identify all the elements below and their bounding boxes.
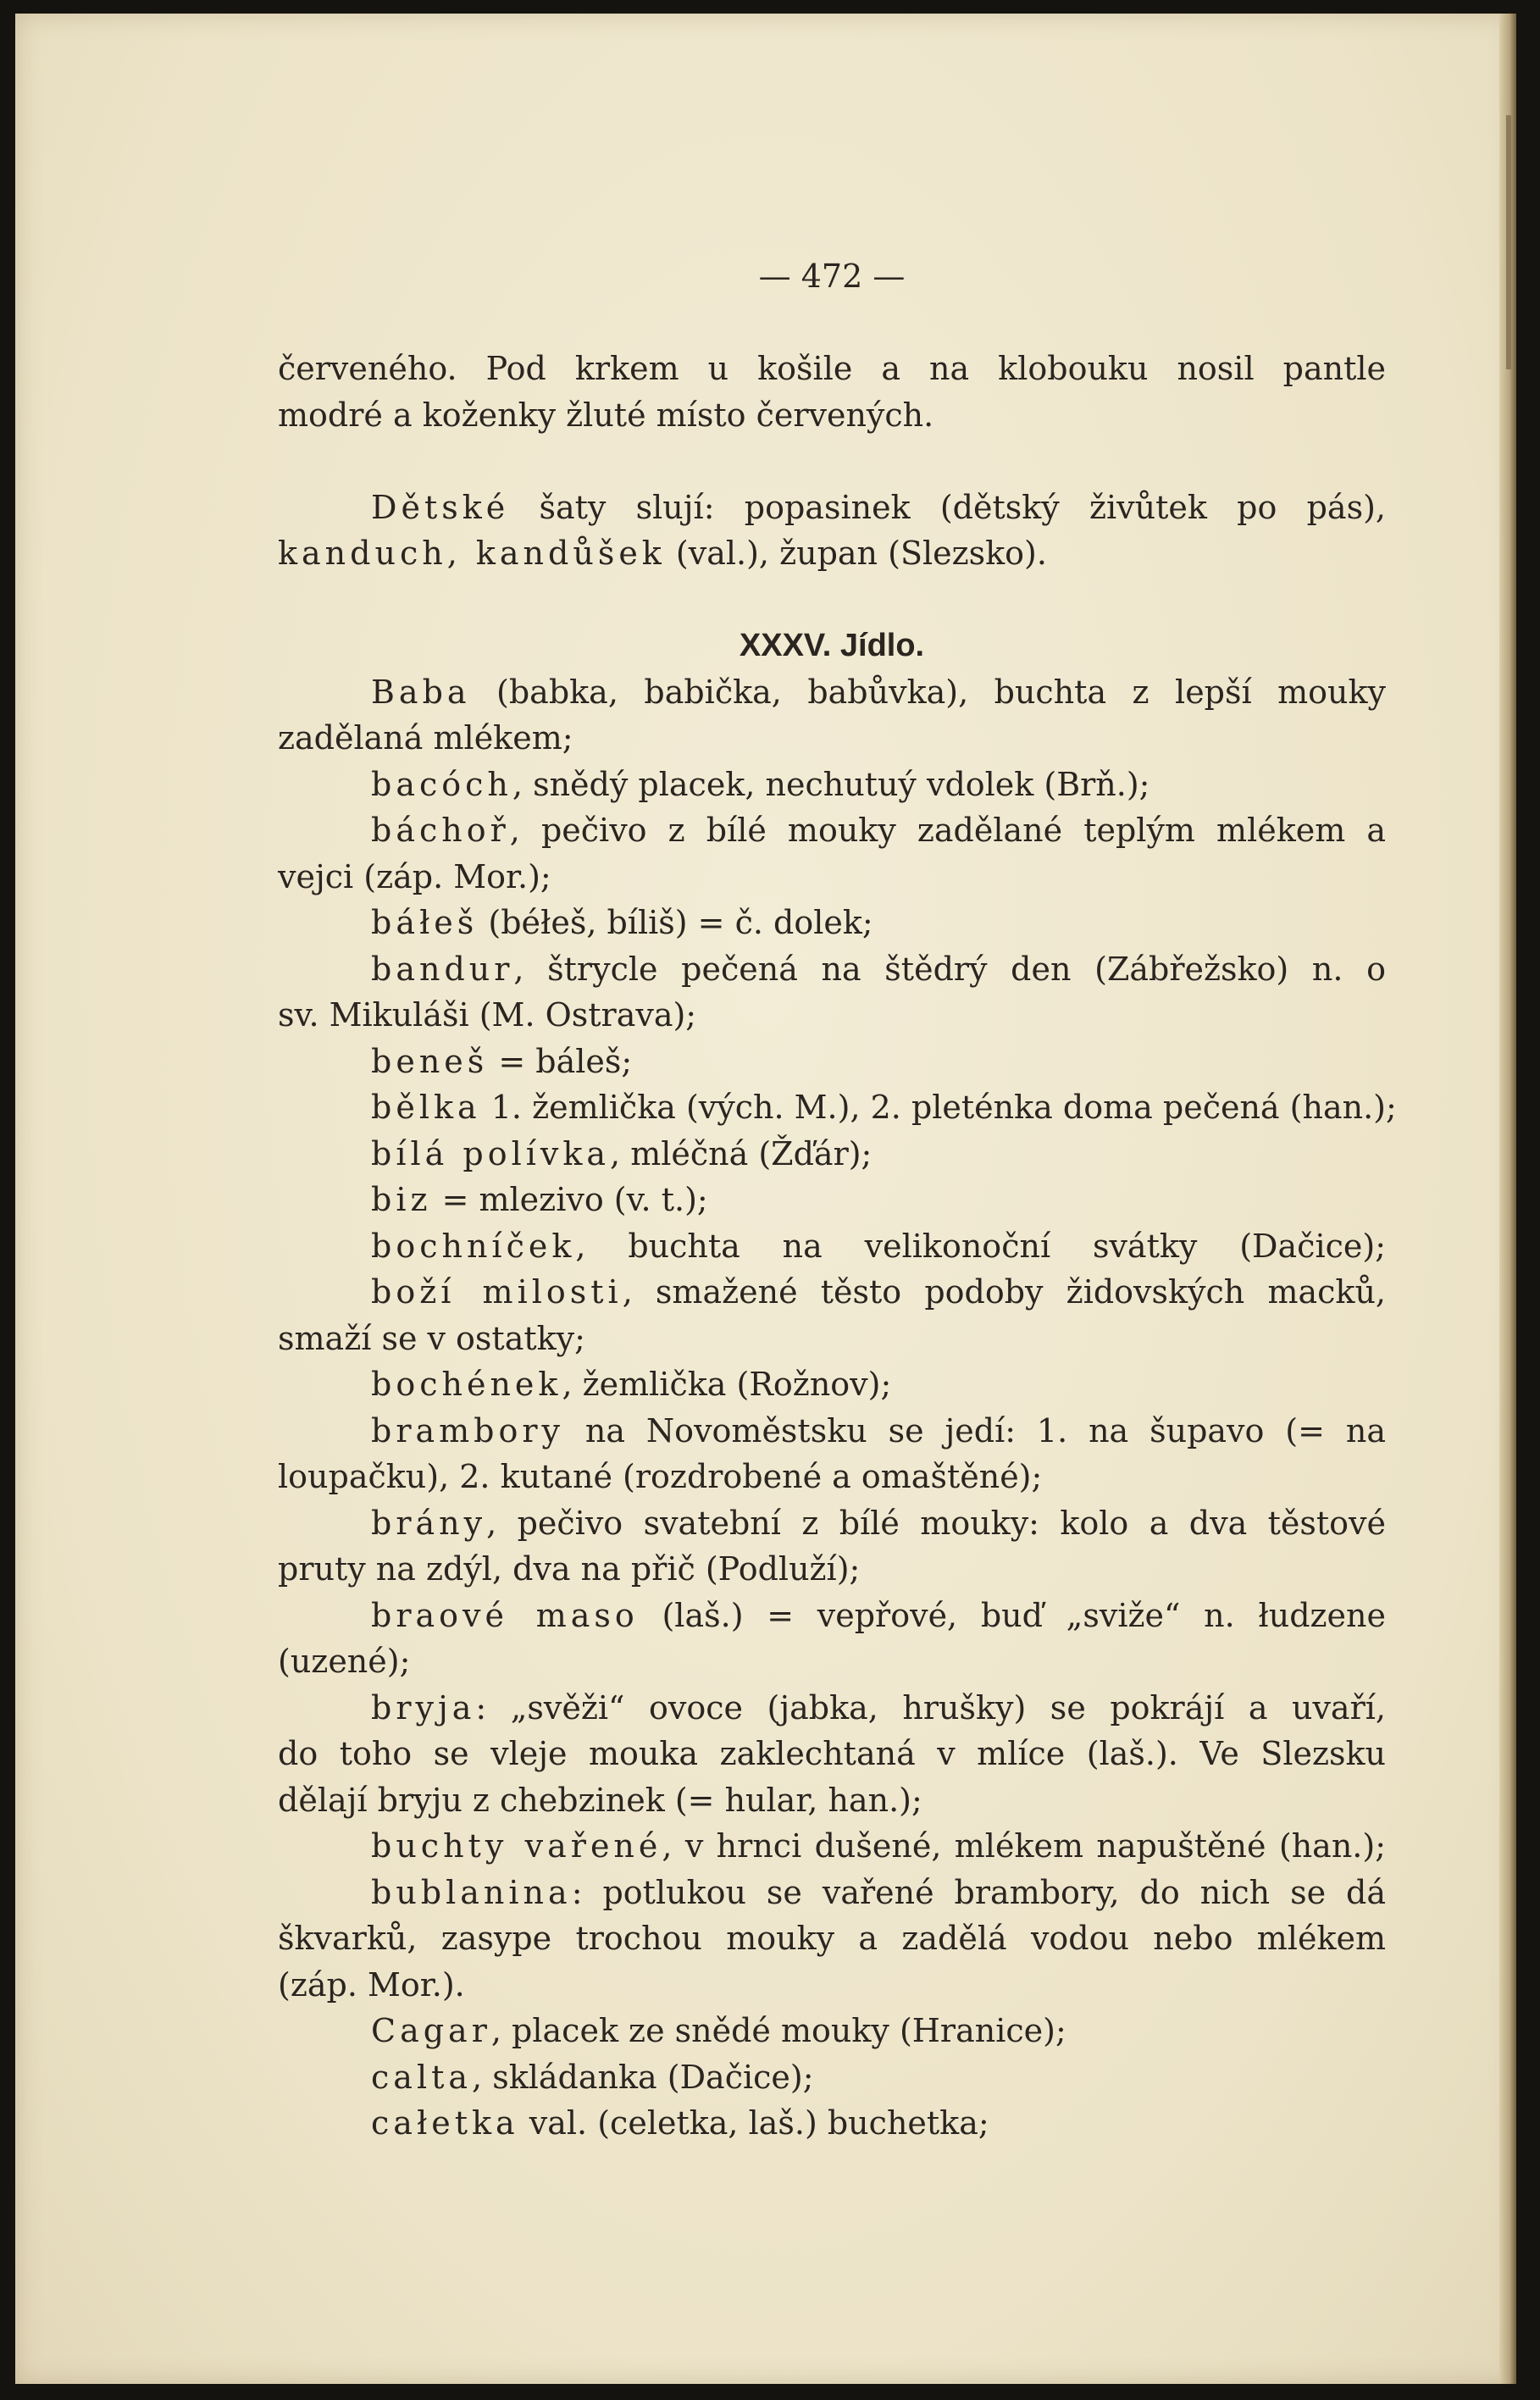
line-text: (uzené); [278, 1643, 411, 1680]
line-text: sv. Mikuláši (M. Ostrava); [278, 996, 697, 1034]
headword: bublanina [371, 1873, 572, 1911]
line-text: škvarků, zasype trochou mouky a zadělá vodou nebo mlékem [278, 1920, 1386, 1957]
headword: bochének [371, 1366, 562, 1403]
headword: bílá polívka [371, 1134, 611, 1172]
text-line [278, 1685, 1386, 1732]
headword: calta [371, 2058, 473, 2096]
text-line [278, 530, 1386, 577]
line-text: (babka, babička, babůvka), buchta z lepší mouky [470, 673, 1386, 711]
text-line [278, 1731, 1386, 1777]
line-text: , buchta na velikonoční svátky (Dačice); [575, 1227, 1386, 1265]
line-text: , žemlička (Rožnov); [562, 1366, 892, 1403]
text-line [278, 2054, 1386, 2101]
line-text: : potlukou se vařené brambory, do nich se dá [571, 1873, 1386, 1911]
line-text: , štrycle pečená na štědrý den (Zábřežsko) n. o [513, 950, 1386, 988]
headword: Baba [371, 673, 471, 711]
line-text: = báleš; [488, 1042, 633, 1080]
headword: Cagar [371, 2012, 491, 2049]
headword: báłeš [371, 904, 479, 941]
text-line [278, 1870, 1386, 1916]
headword: brány [371, 1504, 487, 1542]
headword: kanduch, kandůšek [278, 535, 666, 572]
spacer [278, 300, 1386, 346]
headword: boží milosti [371, 1273, 623, 1311]
text-line [278, 1454, 1386, 1500]
line-text: , snědý placek, nechutuý vdolek (Brň.); [512, 765, 1150, 803]
headword: Dětské [371, 488, 510, 526]
spine-mark [1506, 115, 1511, 369]
line-text: červeného. Pod krkem u košile a na klobouku nosil pantle [278, 350, 1386, 387]
line-text: smaží se v ostatky; [278, 1319, 585, 1357]
line-text: šaty slují: popasinek (dětský živůtek po pás), [509, 488, 1386, 526]
text-line [278, 1408, 1386, 1455]
text-line [278, 807, 1386, 854]
spacer [278, 438, 1386, 485]
text-line [278, 1131, 1386, 1178]
line-text: (laš.) = vepřové, buď „sviže“ n. łudzene [638, 1596, 1386, 1634]
text-line [278, 346, 1386, 392]
text-line [278, 1316, 1386, 1362]
headword: brambory [371, 1411, 565, 1449]
headword: bělka [371, 1089, 481, 1126]
line-text: , skládanka (Dačice); [472, 2058, 814, 2096]
line-text: na Novoměstsku se jedí: 1. na šupavo (= na [564, 1411, 1386, 1449]
line-text: vejci (záp. Mor.); [278, 857, 551, 895]
headword: bryja [371, 1688, 476, 1727]
headword: bandur [371, 950, 514, 988]
section-heading: XXXV. Jídlo. [739, 628, 925, 663]
line-text: loupačku), 2. kutané (rozdrobené a omaštěné); [278, 1458, 1043, 1495]
text-line [278, 2100, 1386, 2147]
text-line [278, 1962, 1386, 2009]
text-line [278, 762, 1386, 808]
page-number: — 472 — [758, 258, 906, 295]
line-text: zadělaná mlékem; [278, 719, 573, 757]
line-text: pruty na zdýl, dva na přič (Podluží); [278, 1550, 861, 1588]
text-line [278, 1500, 1386, 1547]
text-line [278, 715, 1386, 762]
line-text: = mlezivo (v. t.); [431, 1181, 708, 1218]
text-line [278, 946, 1386, 993]
line-text: : „svěži“ ovoce (jabka, hrušky) se pokrájí a uvaří, [475, 1688, 1386, 1727]
line-text: modré a koženky žluté místo červených. [278, 396, 934, 434]
text-line [278, 1915, 1386, 1962]
book-page [15, 14, 1516, 2384]
text-line [278, 485, 1386, 531]
line-text: 1. žemlička (vých. M.), 2. pleténka doma pečená (han.); [480, 1089, 1397, 1126]
text-line [278, 1777, 1386, 1824]
text-line [278, 992, 1386, 1039]
text-line [278, 1638, 1386, 1685]
headword: bochníček [371, 1227, 576, 1265]
headword: báchoř [371, 812, 510, 849]
book-spine-edge [1499, 14, 1516, 2384]
spacer [278, 577, 1386, 624]
headword: całetka [371, 2104, 519, 2142]
page-text-block [278, 253, 1397, 2147]
text-line [278, 1084, 1397, 1131]
text-line [278, 392, 1386, 439]
headword: buchty vařené [371, 1827, 662, 1865]
line-text: , placek ze snědé mouky (Hranice); [490, 2012, 1066, 2049]
line-text: (val.), župan (Slezsko). [665, 535, 1047, 572]
line-text: (záp. Mor.). [278, 1965, 465, 2004]
line-text: (béłeš, bíliš) = č. dolek; [478, 904, 873, 941]
text-line [278, 1223, 1386, 1270]
text-line [278, 1269, 1386, 1316]
text-line [278, 1823, 1386, 1870]
text-line [278, 669, 1386, 716]
text-line [278, 1177, 1386, 1223]
text-line [278, 1546, 1386, 1593]
line-text: do toho se vleje mouka zaklechtaná v mlíce (laš.). Ve Slezsku [278, 1735, 1386, 1772]
headword: bacóch [371, 765, 512, 803]
text-line [278, 900, 1386, 946]
text-line [278, 1361, 1386, 1408]
text-line [278, 2008, 1386, 2054]
headword: braové maso [371, 1596, 639, 1634]
text-line [278, 854, 1386, 901]
headword: beneš [371, 1042, 489, 1080]
text-line [278, 1039, 1386, 1085]
line-text: , smažené těsto podoby židovských macků, [622, 1273, 1386, 1311]
line-text: dělají bryju z chebzinek (= hular, han.); [278, 1781, 922, 1819]
line-text: , pečivo z bílé mouky zadělané teplým mlékem a [509, 812, 1386, 849]
headword: biz [371, 1181, 432, 1218]
line-text: , v hrnci dušené, mlékem napuštěné (han.); [662, 1827, 1386, 1865]
line-text: val. (celetka, laš.) buchetka; [518, 2104, 989, 2142]
text-line [278, 1593, 1386, 1639]
line-text: , pečivo svatební z bílé mouky: kolo a dva těstové [486, 1504, 1386, 1542]
line-text: , mléčná (Žďár); [610, 1134, 872, 1172]
